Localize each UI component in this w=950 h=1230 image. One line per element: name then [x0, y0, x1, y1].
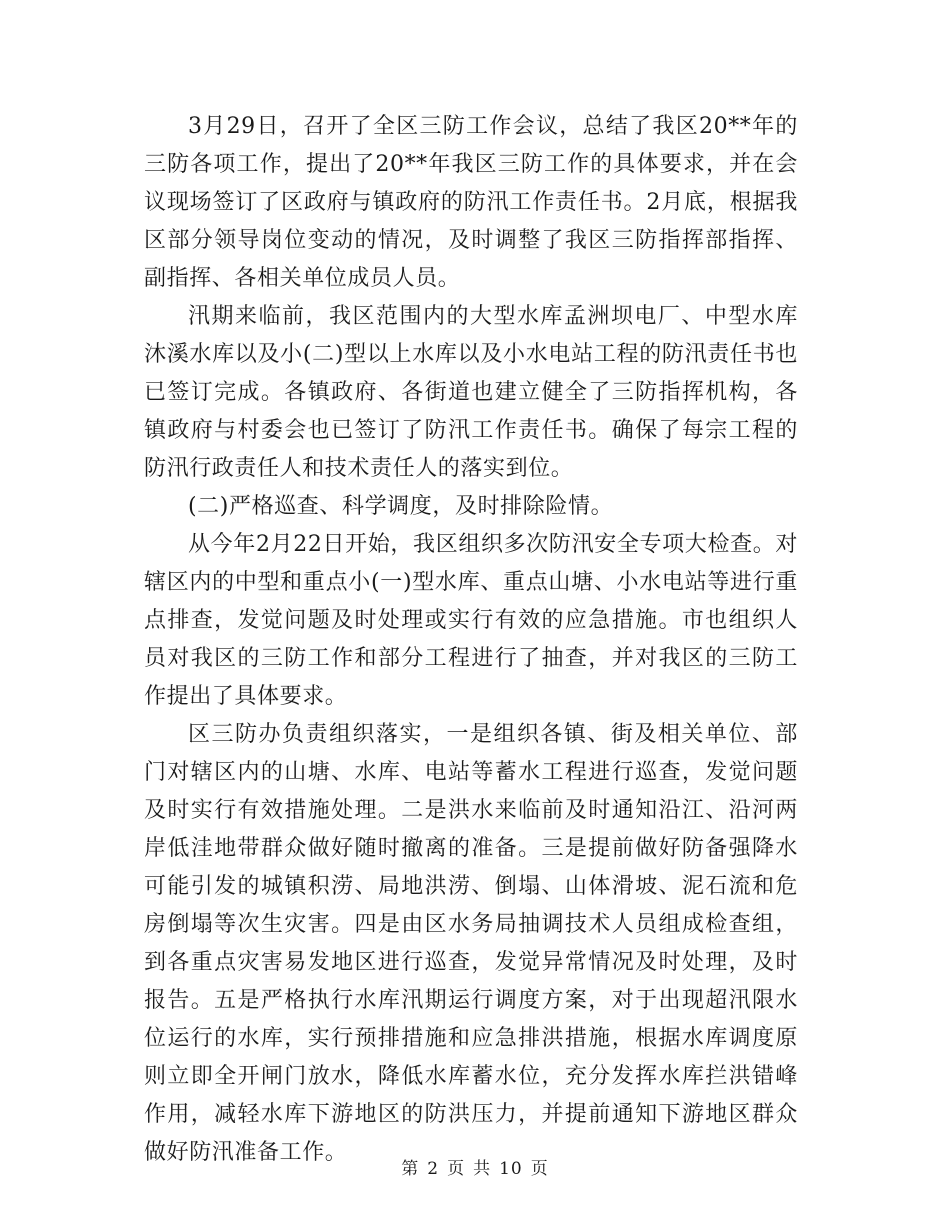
footer-total-label: 共 [473, 1159, 492, 1179]
document-body [144, 108, 798, 1172]
page-footer [0, 1154, 950, 1179]
section-heading: (二)严格巡查、科学调度，及时排除险情。 [188, 494, 614, 519]
paragraph: 汛期来临前，我区范围内的大型水库孟洲坝电厂、中型水库沐溪水库以及小(二)型以上水库以及小水电站工程的防汛责任书也已签订完成。各镇政府、各街道也建立健全了三防指挥机构，各镇政府与村委会也已签订了防汛工作责任书。确保了每宗工程的防汛行政责任人和技术责任人的落实到位。 [144, 304, 798, 481]
paragraph: 从今年2月22日开始，我区组织多次防汛安全专项大检查。对辖区内的中型和重点小(一)型水库、重点山塘、小水电站等进行重点排查，发觉问题及时处理或实行有效的应急措施。市也组织人员对我区的三防工作和部分工程进行了抽查，并对我区的三防工作提出了具体要求。 [144, 532, 798, 709]
footer-prefix: 第 [401, 1159, 420, 1179]
paragraph: 区三防办负责组织落实，一是组织各镇、街及相关单位、部门对辖区内的山塘、水库、电站等蓄水工程进行巡查，发觉问题及时实行有效措施处理。二是洪水来临前及时通知沿江、沿河两岸低洼地带群众做好随时撤离的准备。三是提前做好防备强降水可能引发的城镇积涝、局地洪涝、倒塌、山体滑坡、泥石流和危房倒塌等次生灾害。四是由区水务局抽调技术人员组成检查组，到各重点灾害易发地区进行巡查，发觉异常情况及时处理，及时报告。五是严格执行水库汛期运行调度方案，对于出现超汛限水位运行的水库，实行预排措施和应急排洪措施，根据水库调度原则立即全开闸门放水，降低水库蓄水位，充分发挥水库拦洪错峰作用，减轻水库下游地区的防洪压力，并提前通知下游地区群众做好防汛准备工作。 [144, 722, 798, 1165]
paragraph: 3月29日，召开了全区三防工作会议，总结了我区20**年的三防各项工作，提出了20**年我区三防工作的具体要求，并在会议现场签订了区政府与镇政府的防汛工作责任书。2月底，根据我区部分领导岗位变动的情况，及时调整了我区三防指挥部指挥、副指挥、各相关单位成员人员。 [144, 114, 798, 291]
footer-page-label: 页 [447, 1159, 466, 1179]
total-page-count: 10 [499, 1159, 523, 1179]
current-page-number: 2 [427, 1159, 440, 1179]
footer-suffix: 页 [530, 1159, 549, 1179]
